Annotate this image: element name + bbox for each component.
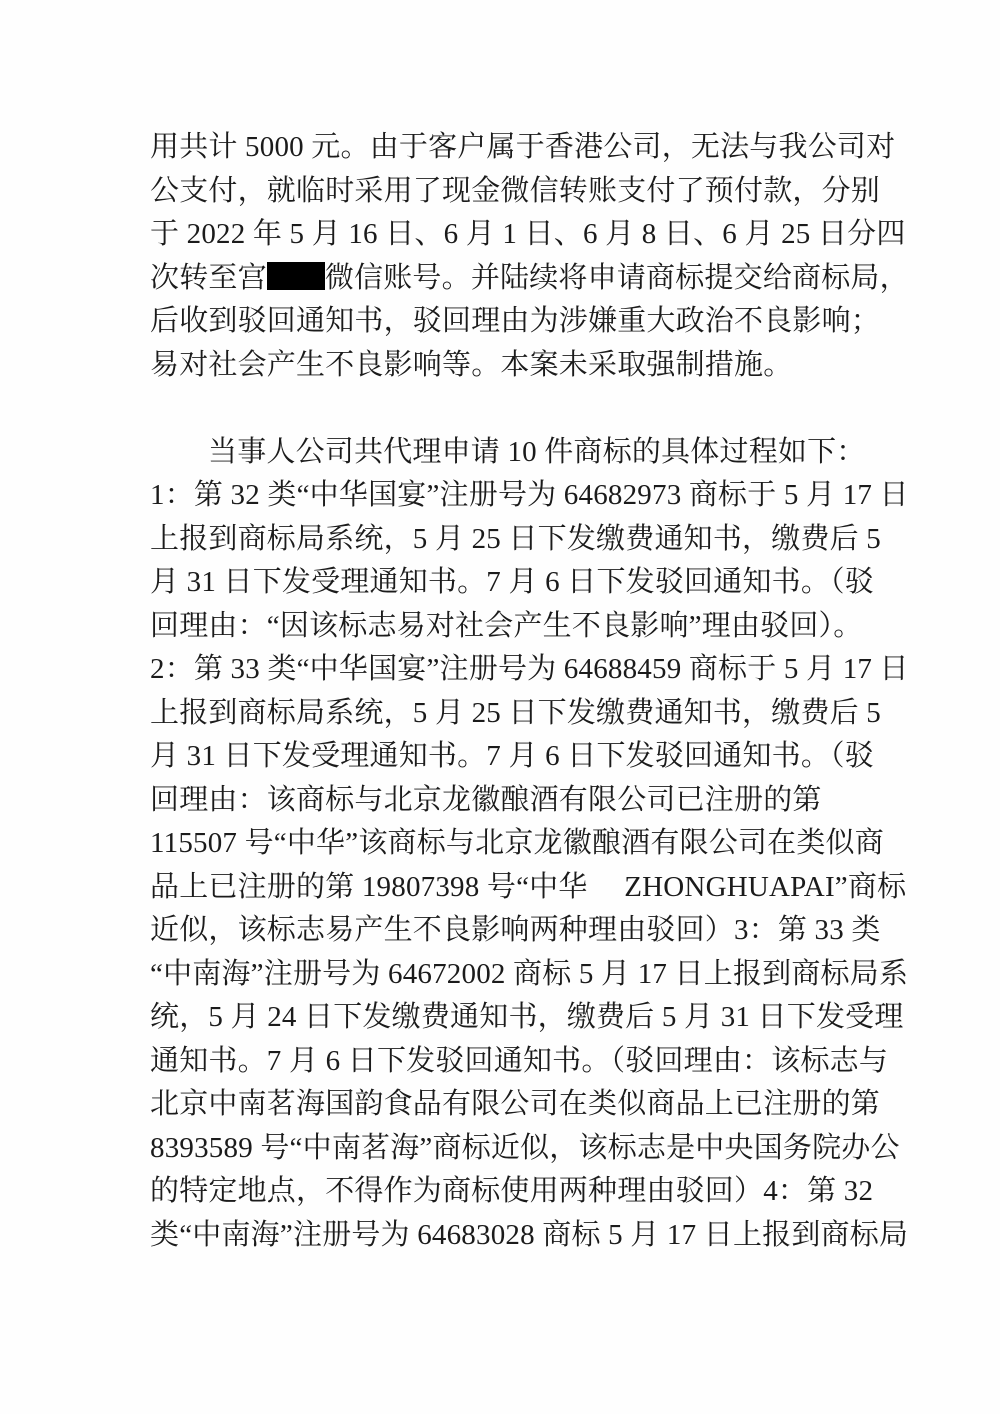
text-line: 回理由：该商标与北京龙徽酿酒有限公司已注册的第 xyxy=(150,783,822,816)
redaction-box xyxy=(267,262,325,290)
text-line: “中南海”注册号为 64672002 商标 5 月 17 日上报到商标局系 xyxy=(150,957,909,990)
text-line: 8393589 号“中南茗海”商标近似，该标志是中央国务院办公 xyxy=(150,1131,900,1164)
text-line: 回理由：“因该标志易对社会产生不良影响”理由驳回）。 xyxy=(150,609,863,642)
text-line: 当事人公司共代理申请 10 件商标的具体过程如下： xyxy=(208,435,866,468)
text-line: 品上已注册的第 19807398 号“中华 ZHONGHUAPAI”商标 xyxy=(150,870,907,903)
text-line: 1：第 32 类“中华国宴”注册号为 64682973 商标于 5 月 17 日 xyxy=(150,479,909,511)
text-line: 公支付，就临时采用了现金微信转账支付了预付款，分别 xyxy=(150,174,881,207)
text-segment: 次转至宫 xyxy=(150,261,267,294)
text-line: 北京中南茗海国韵食品有限公司在类似商品上已注册的第 xyxy=(150,1088,881,1120)
text-line: 月 31 日下发受理通知书。7 月 6 日下发驳回通知书。（驳 xyxy=(150,566,874,598)
document-body xyxy=(150,126,909,1257)
text-line xyxy=(150,257,909,301)
text-line: 近似，该标志易产生不良影响两种理由驳回）3：第 33 类 xyxy=(150,914,881,946)
text-line: 上报到商标局系统，5 月 25 日下发缴费通知书，缴费后 5 xyxy=(150,696,882,729)
text-line: 于 2022 年 5 月 16 日、6 月 1 日、6 月 8 日、6 月 25 日分四 xyxy=(150,218,906,250)
text-line: 上报到商标局系统，5 月 25 日下发缴费通知书，缴费后 5 xyxy=(150,522,882,555)
text-line: 易对社会产生不良影响等。本案未采取强制措施。 xyxy=(150,348,793,381)
text-line: 统，5 月 24 日下发缴费通知书，缴费后 5 月 31 日下发受理 xyxy=(150,1001,904,1033)
text-line: 2：第 33 类“中华国宴”注册号为 64688459 商标于 5 月 17 日 xyxy=(150,653,909,685)
text-line: 类“中南海”注册号为 64683028 商标 5 月 17 日上报到商标局 xyxy=(150,1218,909,1251)
text-segment: 微信账号。并陆续将申请商标提交给商标局， xyxy=(324,261,909,294)
text-line: 后收到驳回通知书，驳回理由为涉嫌重大政治不良影响； xyxy=(150,305,881,337)
text-line: 通知书。7 月 6 日下发驳回通知书。（驳回理由：该标志与 xyxy=(150,1044,889,1077)
text-line: 的特定地点，不得作为商标使用两种理由驳回）4：第 32 xyxy=(150,1175,874,1207)
text-line: 月 31 日下发受理通知书。7 月 6 日下发驳回通知书。（驳 xyxy=(150,740,874,772)
text-line: 用共计 5000 元。由于客户属于香港公司，无法与我公司对 xyxy=(150,131,896,163)
text-line: 115507 号“中华”该商标与北京龙徽酿酒有限公司在类似商 xyxy=(150,827,884,859)
